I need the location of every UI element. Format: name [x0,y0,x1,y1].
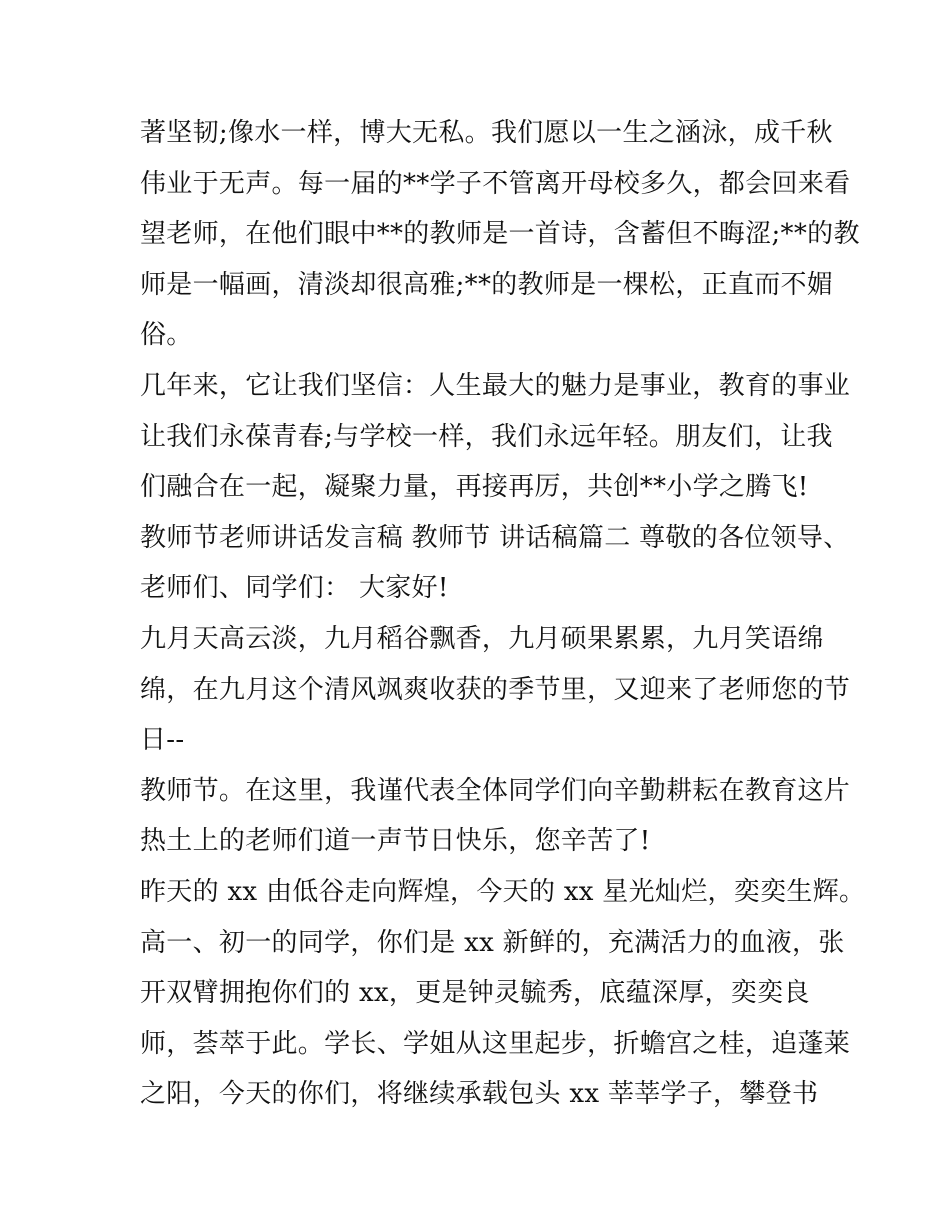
text-line: 昨天的 xx 由低谷走向辉煌，今天的 xx 星光灿烂，奕奕生辉。 [140,876,866,907]
text-line: 老师们、同学们： 大家好! [140,573,449,604]
body-text [140,108,866,1120]
text-line: 望老师，在他们眼中**的教师是一首诗，含蓄但不晦涩;**的教 [140,219,860,250]
text-line: 师，荟萃于此。学长、学姐从这里起步，折蟾宫之桂，追蓬莱 [140,1028,851,1059]
text-line: 师是一幅画，清淡却很高雅;**的教师是一棵松，正直而不媚 [140,269,834,300]
text-line: 著坚韧;像水一样，博大无私。我们愿以一生之涵泳，成千秋 [140,118,833,148]
text-line: 绵，在九月这个清风飒爽收获的季节里，又迎来了老师您的节 [140,674,851,705]
text-line: 之阳，今天的你们，将继续承载包头 xx 莘莘学子，攀登书 [140,1079,819,1110]
text-line: 让我们永葆青春;与学校一样，我们永远年轻。朋友们，让我 [140,421,833,452]
text-line: 教师节。在这里，我谨代表全体同学们向辛勤耕耘在教育这片 [140,775,851,806]
text-line: 热土上的老师们道一声节日快乐，您辛苦了! [140,826,651,857]
text-line: 九月天高云淡，九月稻谷飘香，九月硕果累累，九月笑语绵 [140,623,824,654]
text-line: 日-- [140,725,185,756]
text-line: 开双臂拥抱你们的 xx，更是钟灵毓秀，底蕴深厚，奕奕良 [140,978,810,1009]
text-line: 伟业于无声。每一届的**学子不管离开母校多久，都会回来看 [140,168,851,199]
text-line: 几年来，它让我们坚信：人生最大的魅力是事业，教育的事业 [140,370,851,401]
text-line: 们融合在一起，凝聚力量，再接再厉，共创**小学之腾飞! [140,472,809,503]
text-line: 高一、初一的同学，你们是 xx 新鲜的，充满活力的血液，张 [140,927,845,958]
text-line: 教师节老师讲话发言稿 教师节 讲话稿篇二 尊敬的各位领导、 [140,522,850,553]
text-line: 俗。 [140,320,193,351]
